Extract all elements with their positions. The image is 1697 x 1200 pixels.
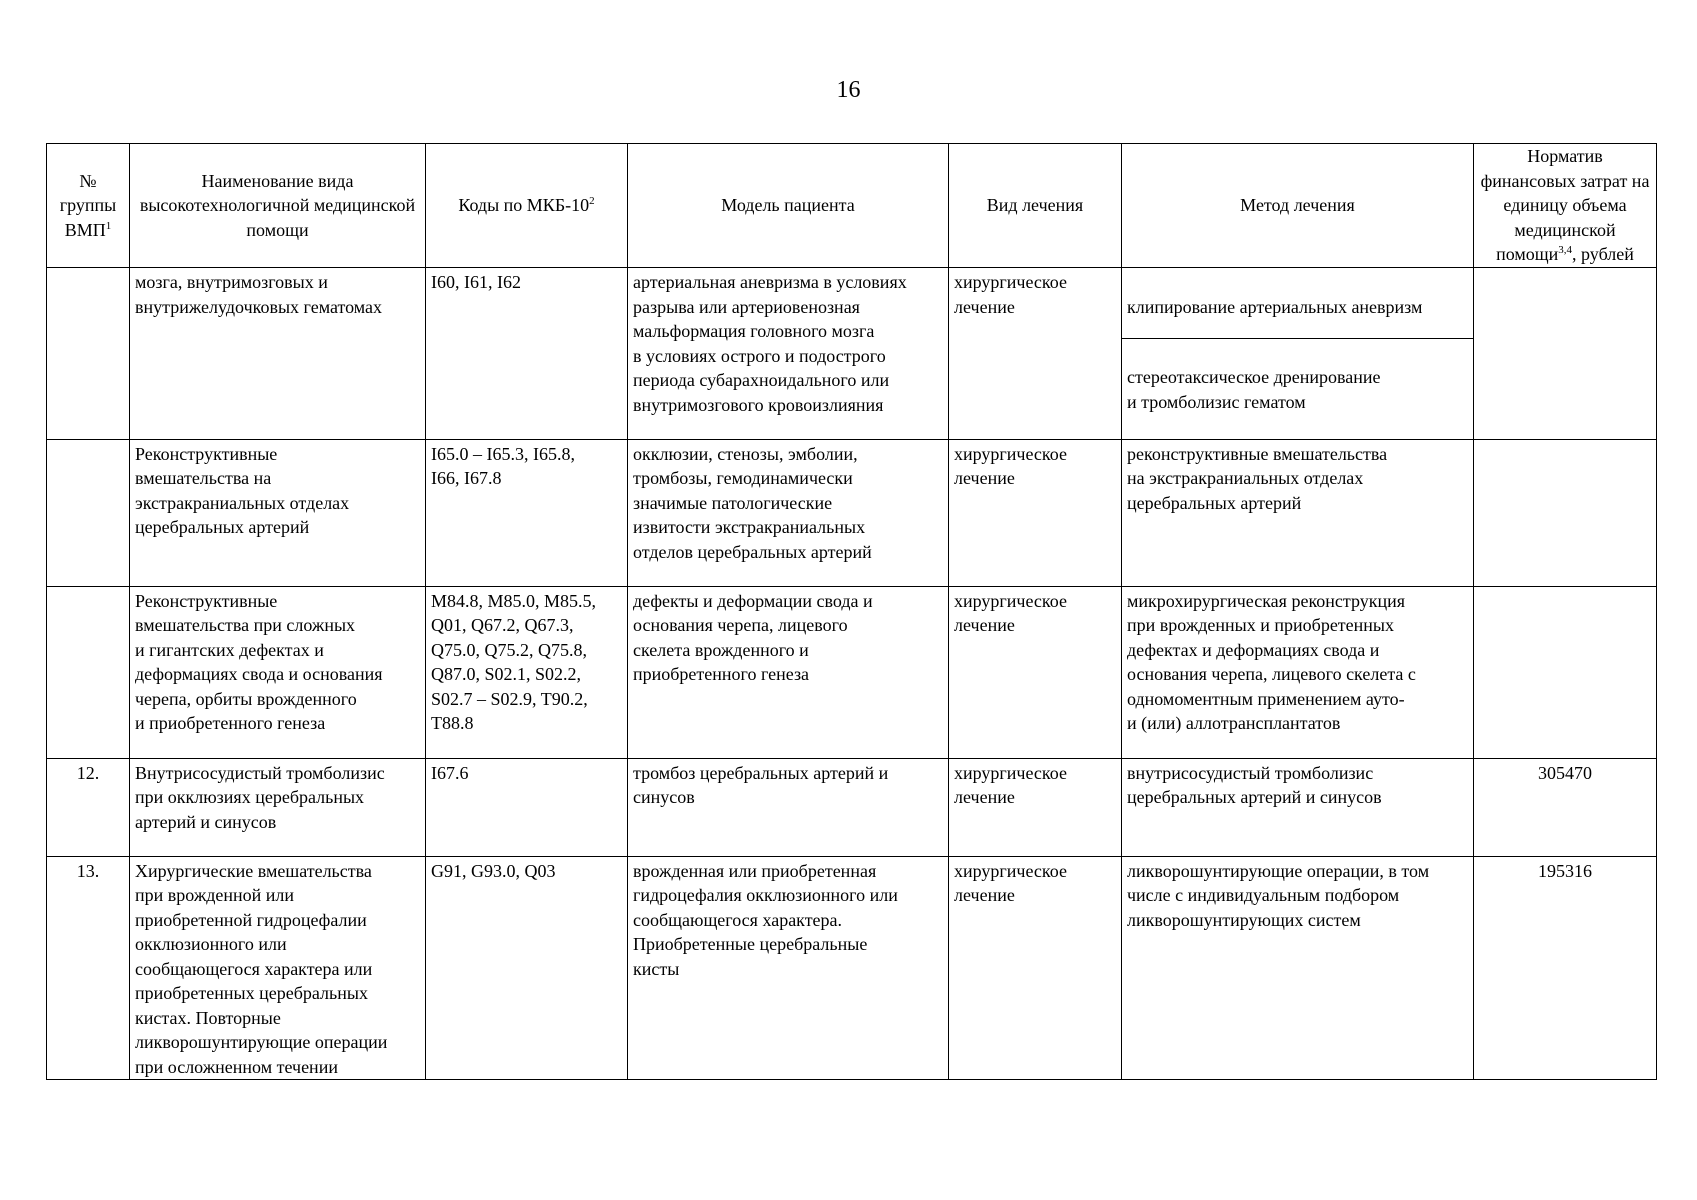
header-treatment-type: Вид лечения xyxy=(949,144,1122,268)
cell-norm xyxy=(1474,586,1657,758)
cell-codes: G91, G93.0, Q03 xyxy=(426,856,628,1080)
vmp-table xyxy=(46,143,1657,1080)
cell-treatment: хирургическое лечение xyxy=(949,856,1122,1080)
header-norm: Норматив финансовых затрат на единицу объема медицинской помощи$^{3,4}$, рублей xyxy=(1474,144,1657,268)
cell-method: внутрисосудистый тромболизис церебральных артерий и синусов xyxy=(1122,758,1474,856)
header-name: Наименование вида высокотехнологичной медицинской помощи xyxy=(130,144,426,268)
cell-method: реконструктивные вмешательства на экстракраниальных отделах церебральных артерий xyxy=(1122,439,1474,586)
cell-name: мозга, внутримозговых и внутрижелудочковых гематомах xyxy=(130,268,426,440)
header-row xyxy=(47,144,1657,268)
header-codes: Коды по МКБ-$10^2$ xyxy=(426,144,628,268)
table-row xyxy=(47,439,1657,586)
cell-norm xyxy=(1474,439,1657,586)
cell-codes: M84.8, M85.0, M85.5, Q01, Q67.2, Q67.3, Q75.0, Q75.2, Q75.8, Q87.0, S02.1, S02.2, S02.7 – S02.9, T90.2, T88.8 xyxy=(426,586,628,758)
cell-treatment: хирургическое лечение xyxy=(949,586,1122,758)
cell-group xyxy=(47,268,130,440)
cell-norm: 195316 xyxy=(1474,856,1657,1080)
cell-group xyxy=(47,439,130,586)
page-number: 16 xyxy=(836,77,861,103)
header-treatment-method: Метод лечения xyxy=(1122,144,1474,268)
table-row xyxy=(47,856,1657,1080)
cell-treatment: хирургическое лечение xyxy=(949,439,1122,586)
table-row xyxy=(47,268,1657,440)
cell-method xyxy=(1122,268,1474,440)
cell-name: Реконструктивные вмешательства на экстракраниальных отделах церебральных артерий xyxy=(130,439,426,586)
cell-codes: I60, I61, I62 xyxy=(426,268,628,440)
cell-name: Реконструктивные вмешательства при сложных и гигантских дефектах и деформациях свода и основания черепа, орбиты врожденного и приобретенного генеза xyxy=(130,586,426,758)
cell-codes: I65.0 – I65.3, I65.8, I66, I67.8 xyxy=(426,439,628,586)
cell-model: артериальная аневризма в условиях разрыва или артериовенозная мальформация головного мозга в условиях острого и подострого периода субарахноидального или внутримозгового кровоизлияния xyxy=(628,268,949,440)
cell-name: Хирургические вмешательства при врожденной или приобретенной гидроцефалии окклюзионного или сообщающегося характера или приобретенных церебральных кистах. Повторные ликворошунтирующие операции при осложненном течении xyxy=(130,856,426,1080)
cell-model: врожденная или приобретенная гидроцефалия окклюзионного или сообщающегося характера. Приобретенные церебральные кисты xyxy=(628,856,949,1080)
cell-name: Внутрисосудистый тромболизис при окклюзиях церебральных артерий и синусов xyxy=(130,758,426,856)
cell-model: окклюзии, стенозы, эмболии, тромбозы, гемодинамически значимые патологические извитости экстракраниальных отделов церебральных артерий xyxy=(628,439,949,586)
cell-model: дефекты и деформации свода и основания черепа, лицевого скелета врожденного и приобретенного генеза xyxy=(628,586,949,758)
cell-group xyxy=(47,586,130,758)
cell-group: 13. xyxy=(47,856,130,1080)
cell-norm xyxy=(1474,268,1657,440)
cell-treatment: хирургическое лечение xyxy=(949,758,1122,856)
cell-model: тромбоз церебральных артерий и синусов xyxy=(628,758,949,856)
cell-treatment: хирургическое лечение xyxy=(949,268,1122,440)
cell-codes: I67.6 xyxy=(426,758,628,856)
cell-method: микрохирургическая реконструкция при врожденных и приобретенных дефектах и деформациях свода и основания черепа, лицевого скелета с одномоментным применением ауто- и (или) аллотрансплантатов xyxy=(1122,586,1474,758)
table-row xyxy=(47,758,1657,856)
table-row xyxy=(47,586,1657,758)
header-patient-model: Модель пациента xyxy=(628,144,949,268)
header-group-no: № группы ВМП$^1$ xyxy=(47,144,130,268)
cell-group: 12. xyxy=(47,758,130,856)
cell-norm: 305470 xyxy=(1474,758,1657,856)
cell-method: ликворошунтирующие операции, в том числе с индивидуальным подбором ликворошунтирующих систем xyxy=(1122,856,1474,1080)
method-item: стереотаксическое дренирование и тромболизис гематом xyxy=(1127,367,1381,412)
method-item: клипирование артериальных аневризм xyxy=(1122,293,1473,339)
